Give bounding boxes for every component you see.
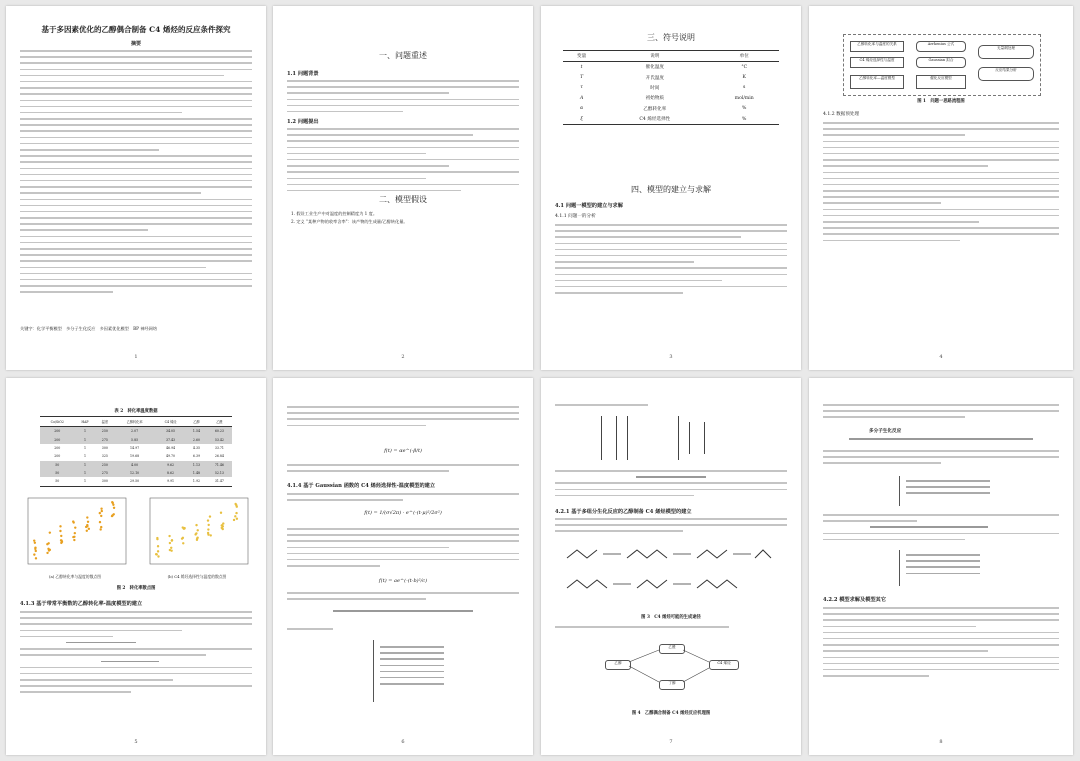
table-row: T 开氏温度 K — [580, 75, 746, 81]
page-3 — [541, 6, 801, 370]
plot-frame — [150, 498, 248, 564]
page-number: 7 — [669, 739, 673, 745]
scatter-point — [74, 526, 76, 528]
scatter-point — [111, 501, 113, 503]
scatter-point — [99, 521, 101, 523]
subsection-heading: 1.1 问题背景 — [287, 71, 319, 77]
flow-node: Arrhenius 公式 — [916, 41, 966, 52]
matrix-equation — [601, 416, 741, 460]
scatter-point — [101, 510, 103, 512]
page-6 — [273, 378, 533, 755]
page-number: 4 — [939, 354, 943, 360]
body-text — [287, 628, 519, 634]
background-text — [287, 80, 519, 117]
body-text — [287, 493, 519, 505]
page-4 — [809, 6, 1073, 370]
scatter-point — [168, 535, 170, 537]
table-row: 50 1 275 12.10 8.62 1.48 52.13 — [40, 469, 232, 477]
mechanism-node: 乙醇 — [605, 660, 631, 670]
scatter-point — [33, 539, 35, 541]
scatter-point — [100, 507, 102, 509]
body-text — [555, 626, 787, 632]
scatter-point — [60, 542, 62, 544]
scatter-plot-selectivity — [142, 496, 252, 572]
mechanism-node: C4 烯烃 — [709, 660, 739, 670]
subsection-heading: 1.2 问题提出 — [287, 119, 319, 125]
abstract-heading: 摘要 — [130, 41, 141, 47]
flow-node: C4 烯烃选择性与温度 — [850, 57, 904, 68]
heading: 多分子生化反应 — [869, 429, 902, 434]
symbol-table — [563, 50, 779, 125]
model-text — [20, 611, 252, 698]
table-row: 200 1 325 19.68 49.70 6.39 26.84 — [54, 454, 224, 459]
assumption-2: 2. 定义 "某种产物的收率含率"：该产物的生成量/乙醇转化量。 — [291, 219, 408, 224]
figure-caption: 图 4 乙醇偶合制备 C4 烯烃反应机理图 — [631, 711, 711, 716]
scatter-point — [234, 503, 236, 505]
scatter-point — [207, 532, 209, 534]
table-header: 说明 — [600, 51, 709, 62]
scatter-point — [169, 549, 171, 551]
body-text — [287, 528, 519, 571]
scatter-point — [207, 528, 209, 530]
flow-node: 乙醇转化率—温度模型 — [850, 75, 904, 89]
page-number: 3 — [669, 354, 673, 360]
scatter-point — [99, 512, 101, 514]
scatter-point — [35, 557, 37, 559]
table-row: 50 1 300 29.50 9.91 1.92 31.47 — [40, 477, 232, 486]
equation-5: f(t) = ae^(-(t-b)²/c) — [378, 578, 428, 584]
scatter-point — [112, 504, 114, 506]
scatter-point — [59, 530, 61, 532]
scatter-point — [35, 550, 37, 552]
scatter-point — [46, 543, 48, 545]
scatter-point — [73, 539, 75, 541]
scatter-point — [233, 519, 235, 521]
section-heading: 二、模型假设 — [379, 195, 427, 204]
page-number: 1 — [134, 354, 138, 360]
section-heading: 四、模型的建立与求解 — [631, 185, 711, 194]
equation-6 — [333, 610, 473, 616]
equation — [849, 438, 1033, 444]
scatter-point — [49, 531, 51, 533]
table-row: A 初始物质 mol/min — [579, 95, 754, 102]
scatter-point — [111, 515, 113, 517]
scatter-point — [234, 515, 236, 517]
scatter-point — [196, 536, 198, 538]
body-text — [287, 464, 519, 476]
scatter-point — [34, 542, 36, 544]
table-row: 200 1 275 5.85 37.43 2.60 53.42 — [40, 435, 232, 443]
page-1 — [6, 6, 266, 370]
subsubsection-heading: 4.2.1 基于多组分生化反应的乙醇制备 C4 烯烃模型的建立 — [555, 509, 692, 515]
scatter-point — [49, 549, 51, 551]
scatter-point — [182, 537, 184, 539]
preprocess-text — [823, 122, 1059, 246]
scatter-point — [100, 526, 102, 528]
flow-node: 反应结果分析 — [978, 67, 1034, 81]
table-row: ξ C4 烯烃选择性 % — [563, 114, 779, 125]
flow-node: 无量纲处理 — [978, 45, 1034, 59]
scatter-point — [169, 542, 171, 544]
body-text — [287, 406, 519, 431]
flowchart — [843, 34, 1041, 96]
scatter-point — [73, 521, 75, 523]
page-7 — [541, 378, 801, 755]
scatter-point — [220, 512, 222, 514]
abstract-text — [20, 50, 252, 298]
page-number: 2 — [401, 354, 405, 360]
body-text — [823, 404, 1059, 423]
equation-system — [899, 476, 990, 506]
body-text — [823, 514, 1059, 545]
table-row: τ 时间 s — [580, 85, 746, 91]
flow-node: 乙醇转化率与温度的关系 — [850, 41, 904, 52]
subsubsection-heading: 4.1.2 数据预处理 — [823, 112, 860, 117]
body-text — [823, 607, 1059, 681]
keywords: 关键字：化学平衡模型 多分子生化反应 多因素优化模型 BP 神经网络 — [20, 326, 158, 331]
scatter-point — [34, 548, 36, 550]
section-heading: 三、符号说明 — [647, 33, 695, 42]
scatter-point — [235, 512, 237, 514]
scatter-point — [195, 524, 197, 526]
scatter-point — [207, 519, 209, 521]
scatter-point — [87, 521, 89, 523]
figure-caption: 图 2 转化率散点图 — [116, 586, 156, 591]
equation-system — [899, 550, 980, 586]
mechanism-diagram — [601, 640, 741, 702]
scatter-point — [182, 542, 184, 544]
scatter-point — [170, 547, 172, 549]
scatter-plot-conversion — [20, 496, 130, 572]
scatter-point — [222, 528, 224, 530]
scatter-point — [236, 506, 238, 508]
scatter-point — [157, 555, 159, 557]
scatter-point — [60, 535, 62, 537]
subsection-heading: 4.1 问题一模型的建立与求解 — [555, 203, 623, 209]
scatter-point — [113, 507, 115, 509]
equation-3: f(t) = αe^(-β/t) — [384, 448, 422, 454]
table-row: α 乙醇转化率 % — [580, 106, 747, 112]
subsubsection-heading: 4.1.1 问题一的分析 — [555, 214, 596, 219]
subfigure-caption: (a) 乙醇转化率与温度的散点图 — [49, 574, 101, 579]
scatter-point — [209, 515, 211, 517]
scatter-point — [210, 534, 212, 536]
page-2 — [273, 6, 533, 370]
page-number: 5 — [134, 739, 138, 745]
body-text — [287, 592, 519, 604]
flow-node: 催化反应模型 — [916, 75, 966, 89]
section-heading: 一、问题重述 — [379, 51, 427, 60]
paper-title: 基于多因素优化的乙醇偶合制备 C4 烯烃的反应条件探究 — [41, 25, 231, 34]
subsubsection-heading: 4.2.2 模型求解及模型其它 — [823, 597, 886, 603]
flow-node: Gaussian 拟合 — [916, 57, 966, 68]
page-number: 8 — [939, 739, 943, 745]
scatter-point — [196, 539, 198, 541]
analysis-text — [555, 224, 787, 298]
scatter-point — [156, 537, 158, 539]
body-text — [555, 404, 787, 410]
table-row: 200 1 300 14.97 46.94 4.35 33.71 — [54, 445, 224, 450]
scatter-point — [72, 536, 74, 538]
scatter-point — [156, 553, 158, 555]
problem-text — [287, 128, 519, 196]
scatter-point — [113, 513, 115, 515]
scatter-point — [99, 528, 101, 530]
body-text — [823, 450, 1059, 469]
page-5 — [6, 378, 266, 755]
figure-caption: 图 1 问题一思路流程图 — [917, 99, 965, 104]
scatter-point — [157, 545, 159, 547]
scatter-point — [208, 524, 210, 526]
table-row: 50 1 250 4.00 9.62 1.13 71.46 — [40, 461, 232, 469]
scatter-point — [60, 539, 62, 541]
scatter-point — [86, 516, 88, 518]
scatter-point — [236, 518, 238, 520]
mechanism-node: 乙醛 — [659, 644, 685, 654]
body-text — [555, 518, 787, 537]
scatter-point — [157, 550, 159, 552]
scatter-point — [183, 527, 185, 529]
subsubsection-heading: 4.1.4 基于 Gaussian 函数的 C4 烯烃选择性-温度模型的建立 — [287, 483, 436, 489]
scatter-point — [197, 529, 199, 531]
mechanism-node: 丁醇 — [659, 680, 685, 690]
scatter-point — [74, 532, 76, 534]
subsubsection-heading: 4.1.3 基于带常平衡数的乙醇转化率-温度模型的建立 — [20, 601, 143, 607]
scatter-point — [100, 515, 102, 517]
scatter-point — [46, 552, 48, 554]
scatter-point — [33, 553, 35, 555]
scatter-point — [59, 525, 61, 527]
scatter-point — [86, 525, 88, 527]
reaction-pathways-diagram — [563, 540, 779, 610]
plot-frame — [28, 498, 126, 564]
page-number: 6 — [401, 739, 405, 745]
scatter-point — [221, 524, 223, 526]
scatter-point — [194, 533, 196, 535]
table-caption: 表 2 转化率温度数据 — [114, 409, 158, 414]
figure-caption: 图 3 C4 烯烃可能的生成途径 — [641, 615, 701, 620]
table-header: 变量 — [563, 51, 600, 62]
equation-7-system — [373, 640, 444, 702]
subfigure-caption: (b) C4 烯烃选择性与温度的散点图 — [167, 574, 227, 579]
scatter-point — [86, 530, 88, 532]
assumption-1: 1. 假设工业生产中对温度的控制精度为 1 度。 — [291, 211, 378, 216]
scatter-point — [171, 539, 173, 541]
table-row: t 催化温度 °C — [580, 64, 748, 71]
scatter-point — [222, 522, 224, 524]
body-text — [555, 470, 787, 501]
data-table: Co/SiO2 HAP 温度 乙醇转化率 C4 烯烃 乙醇 乙醛 200 1 250 2.07 34.05 1.54 60.23 200 1 275 5.85 37.43 2.60 53.42 200 1 300 14.97 46.94 4.35 33.71 200 1 325 19.68 49.70 6.39 26.84 50 1 250 4.00 9.62 1.13 71.46 50 1 275 12.10 8.62 1.48 52.13 50 1 300 29.50 9.91 1.92 31.47 — [40, 416, 232, 487]
table-header: 单位 — [709, 51, 779, 62]
equation-4: f(t) = 1/(σ√2π) · e^(-(t-μ)²/2σ²) — [364, 510, 442, 516]
scatter-point — [88, 528, 90, 530]
table-row: 200 1 250 2.07 34.05 1.54 60.23 — [40, 427, 232, 436]
page-8 — [809, 378, 1073, 755]
